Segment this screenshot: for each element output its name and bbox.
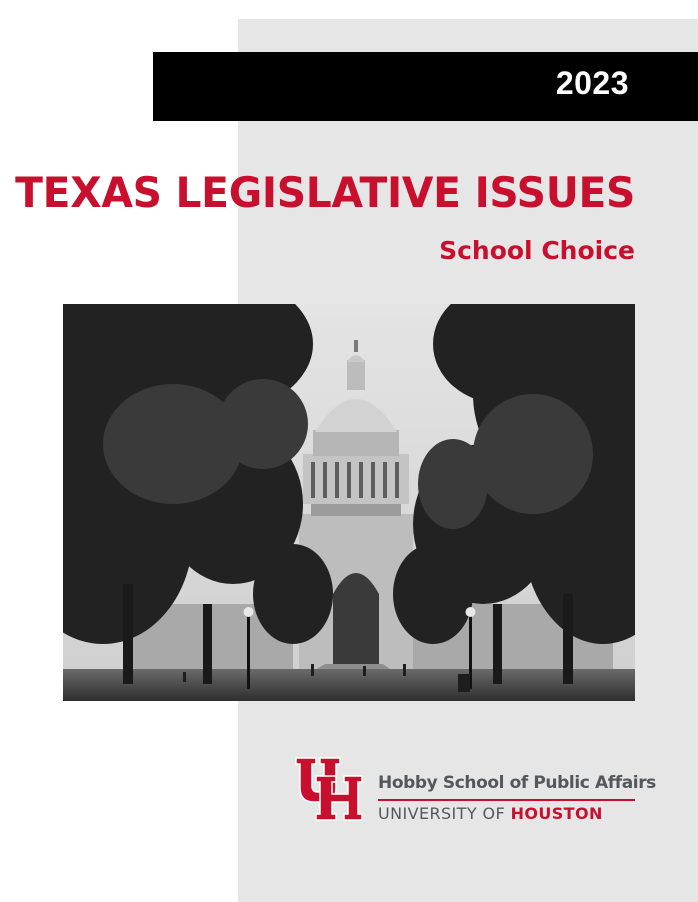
- year-banner: [153, 52, 698, 121]
- uh-interlocking-logo-icon: [294, 756, 364, 822]
- capitol-photo: [63, 304, 635, 701]
- logo-university-name: [378, 804, 603, 823]
- logo-divider: [378, 799, 635, 801]
- report-subtitle: School Choice: [439, 236, 635, 265]
- hobby-school-logo: [294, 756, 656, 826]
- logo-university-emphasis: HOUSTON: [510, 804, 603, 823]
- year-label: 2023: [555, 65, 629, 101]
- logo-school-name: Hobby School of Public Affairs: [378, 773, 656, 793]
- report-title: TEXAS LEGISLATIVE ISSUES: [15, 168, 635, 217]
- logo-university-prefix: UNIVERSITY OF: [378, 804, 506, 823]
